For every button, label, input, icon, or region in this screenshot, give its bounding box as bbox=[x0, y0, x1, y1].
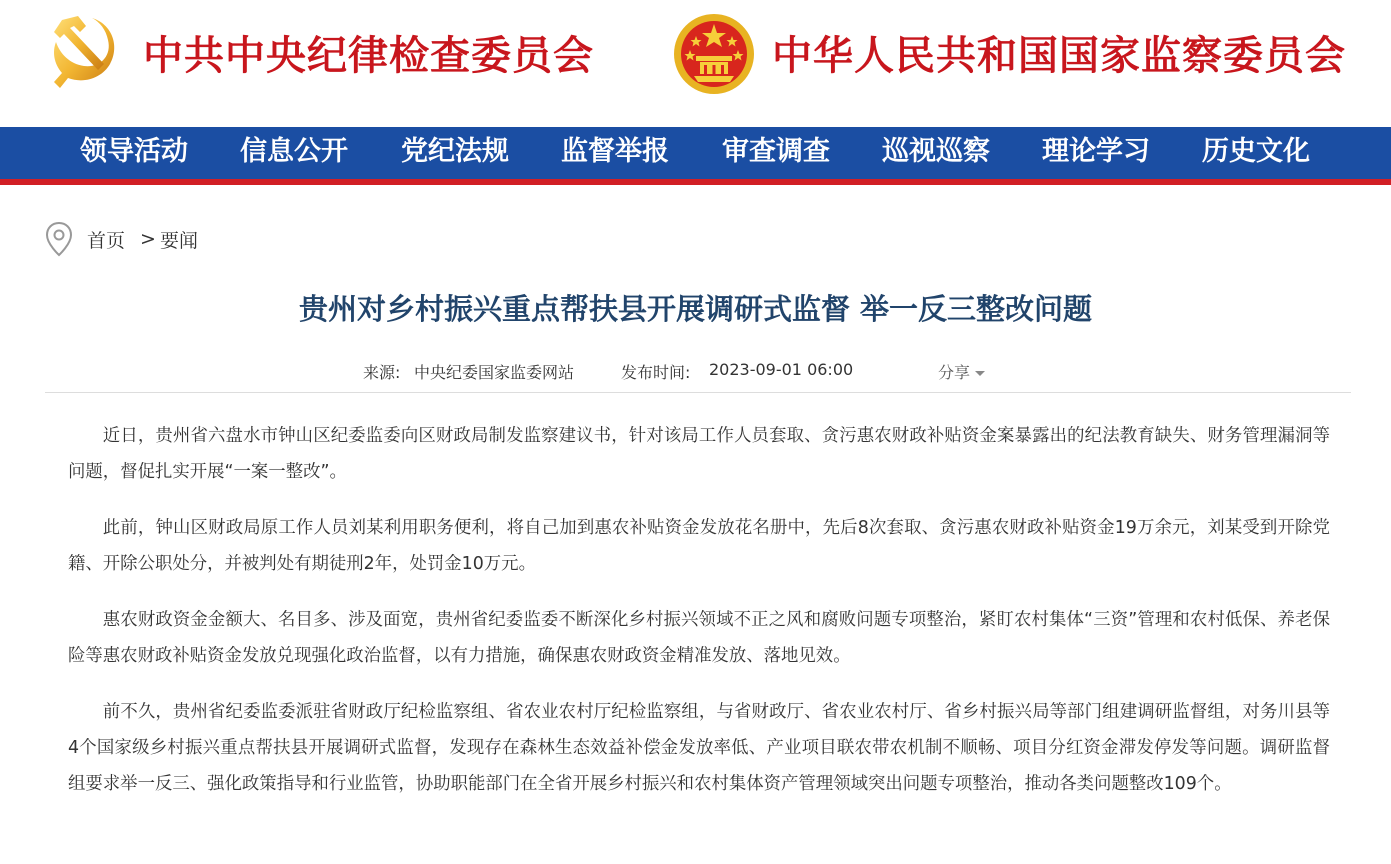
location-pin-icon bbox=[44, 221, 74, 257]
nav-item-regulations[interactable]: 党纪法规 bbox=[401, 136, 509, 167]
meta-divider bbox=[45, 392, 1351, 393]
nav-item-report[interactable]: 监督举报 bbox=[561, 136, 669, 167]
nav-item-inspection[interactable]: 巡视巡察 bbox=[882, 136, 990, 167]
source-label: 来源: bbox=[363, 363, 401, 382]
breadcrumb-current-link[interactable]: 要闻 bbox=[159, 229, 198, 252]
breadcrumb bbox=[44, 220, 198, 258]
publish-time-label: 发布时间: bbox=[621, 363, 691, 382]
chevron-down-icon bbox=[975, 371, 985, 376]
share-button[interactable] bbox=[938, 360, 985, 383]
nsc-title[interactable]: 中华人民共和国国家监察委员会 bbox=[772, 32, 1346, 79]
nav-item-leadership[interactable]: 领导活动 bbox=[80, 136, 188, 167]
article-title: 贵州对乡村振兴重点帮扶县开展调研式监督 举一反三整改问题 bbox=[298, 292, 1093, 326]
nav-item-theory[interactable]: 理论学习 bbox=[1042, 136, 1150, 167]
publish-time-value: 2023-09-01 06:00 bbox=[709, 360, 854, 379]
site-header bbox=[0, 0, 1391, 127]
article-paragraph: 近日，贵州省六盘水市钟山区纪委监委向区财政局制发监察建议书，针对该局工作人员套取、贪污惠农财政补贴资金案暴露出的纪法教育缺失、财务管理漏洞等问题，督促扎实开展“一案一整改”。 bbox=[68, 426, 1330, 482]
article-paragraph: 惠农财政资金金额大、名目多、涉及面宽，贵州省纪委监委不断深化乡村振兴领域不正之风和腐败问题专项整治，紧盯农村集体“三资”管理和农村低保、养老保险等惠农财政补贴资金发放兑现强化政治监督，以有力措施，确保惠农财政资金精准发放、落地见效。 bbox=[68, 610, 1330, 666]
party-emblem-icon[interactable] bbox=[48, 12, 124, 90]
nav-item-investigation[interactable]: 审查调查 bbox=[722, 136, 830, 167]
nav-item-history[interactable]: 历史文化 bbox=[1202, 136, 1310, 167]
nav-accent-line bbox=[0, 179, 1391, 185]
breadcrumb-home-link[interactable]: 首页 bbox=[87, 229, 126, 252]
article-body bbox=[68, 418, 1330, 822]
cpc-ccdi-title[interactable]: 中共中央纪律检查委员会 bbox=[143, 32, 594, 79]
nav-item-info[interactable]: 信息公开 bbox=[240, 136, 348, 167]
breadcrumb-separator: > bbox=[140, 228, 156, 250]
article-paragraph: 前不久，贵州省纪委监委派驻省财政厅纪检监察组、省农业农村厅纪检监察组，与省财政厅、省农业农村厅、省乡村振兴局等部门组建调研监督组，对务川县等4个国家级乡村振兴重点帮扶县开展调研式监督，发现存在森林生态效益补偿金发放率低、产业项目联农带农机制不顺畅、项目分红资金滞发停发等问题。调研监督组要求举一反三、强化政策指导和行业监管，协助职能部门在全省开展乡村振兴和农村集体资产管理领域突出问题专项整治，推动各类问题整改109个。 bbox=[68, 702, 1330, 794]
article-paragraph: 此前，钟山区财政局原工作人员刘某利用职务便利，将自己加到惠农补贴资金发放花名册中，先后8次套取、贪污惠农财政补贴资金19万余元，刘某受到开除党籍、开除公职处分，并被判处有期徒刑2年，处罚金10万元。 bbox=[68, 518, 1330, 574]
main-nav bbox=[0, 127, 1391, 179]
share-label: 分享 bbox=[938, 363, 971, 382]
national-emblem-icon[interactable] bbox=[672, 12, 756, 96]
source-value: 中央纪委国家监委网站 bbox=[414, 363, 575, 382]
